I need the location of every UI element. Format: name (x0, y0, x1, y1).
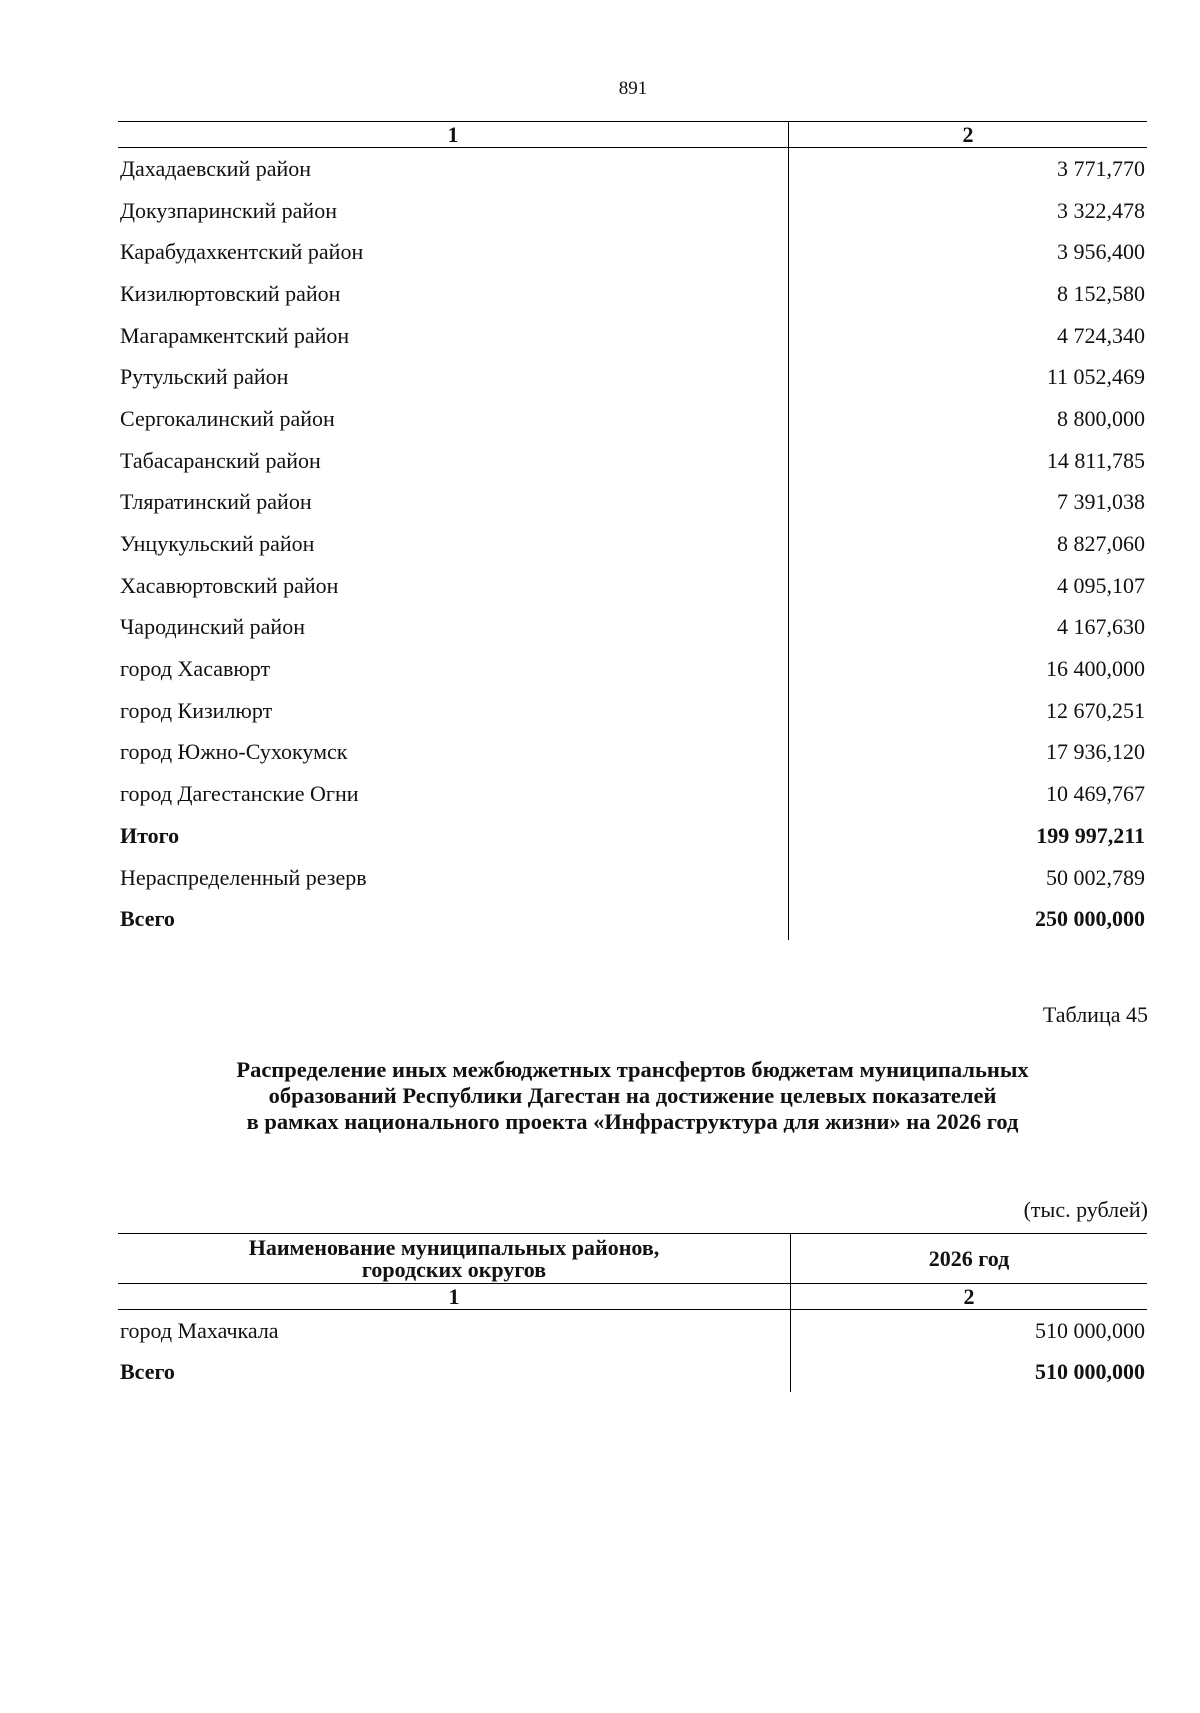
header-municipality-name (118, 1234, 791, 1284)
page-number: 891 (618, 78, 648, 99)
table-row (118, 565, 1147, 607)
amount-value: 7 391,038 (1057, 489, 1145, 515)
amount-value: 510 000,000 (1035, 1317, 1145, 1343)
municipality-name: Докузпаринский район (118, 190, 789, 232)
amount-value: 8 152,580 (1057, 280, 1145, 306)
amount-value: 4 095,107 (1057, 572, 1145, 598)
amount-value: 3 771,770 (1057, 155, 1145, 181)
municipality-name: Всего (118, 1351, 791, 1392)
municipality-name: Нераспределенный резерв (118, 857, 789, 899)
municipality-name: Всего (118, 898, 789, 940)
table-row (118, 857, 1147, 899)
municipality-name: Табасаранский район (118, 440, 789, 482)
table-row (118, 1310, 1147, 1352)
municipality-name: Чародинский район (118, 607, 789, 649)
amount-value: 50 002,789 (1046, 864, 1145, 890)
municipality-name: Кизилюртовский район (118, 273, 789, 315)
table-row (118, 607, 1147, 649)
municipality-name: Унцукульский район (118, 523, 789, 565)
table-title-line: в рамках национального проекта «Инфраструктура для жизни» на 2026 год (246, 1109, 1019, 1134)
municipality-name: Сергокалинский район (118, 398, 789, 440)
amount-value: 16 400,000 (1046, 656, 1145, 682)
municipality-name: Карабудахкентский район (118, 231, 789, 273)
amount-value: 12 670,251 (1046, 697, 1145, 723)
amount-value: 250 000,000 (1035, 906, 1145, 932)
municipality-name: город Кизилюрт (118, 690, 789, 732)
column-number-row (118, 122, 1147, 148)
municipality-name: город Хасавюрт (118, 648, 789, 690)
header-year: 2026 год (791, 1234, 1148, 1284)
table-title-line: образований Республики Дагестан на достижение целевых показателей (268, 1083, 997, 1108)
table-row (118, 148, 1147, 190)
amount-value: 8 827,060 (1057, 531, 1145, 557)
units-label: (тыс. рублей) (1023, 1197, 1148, 1222)
header-row (118, 1234, 1147, 1284)
amount-value: 14 811,785 (1046, 447, 1145, 473)
table-row (118, 356, 1147, 398)
table-caption: Таблица 45 (1042, 1002, 1148, 1027)
amount-value: 17 936,120 (1046, 739, 1145, 765)
municipality-name: город Южно-Сухокумск (118, 732, 789, 774)
amount-value: 4 724,340 (1057, 322, 1145, 348)
table-row (118, 648, 1147, 690)
table-row (118, 273, 1147, 315)
header-line: городских округов (361, 1256, 547, 1282)
column-number-row (118, 1284, 1147, 1310)
municipality-name: Хасавюртовский район (118, 565, 789, 607)
table-row (118, 523, 1147, 565)
amount-value: 8 800,000 (1057, 405, 1145, 431)
table-row (118, 315, 1147, 357)
municipality-name: Магарамкентский район (118, 315, 789, 357)
municipality-name: Дахадаевский район (118, 148, 789, 190)
column-number-1: 1 (118, 1284, 791, 1310)
distribution-table-45 (118, 1233, 1147, 1392)
table-row (118, 231, 1147, 273)
table-title-line: Распределение иных межбюджетных трансфертов бюджетам муниципальных (236, 1057, 1029, 1082)
amount-value: 510 000,000 (1035, 1358, 1145, 1384)
table-row (118, 1351, 1147, 1392)
column-number-2: 2 (791, 1284, 1148, 1310)
table-title (118, 1057, 1147, 1135)
amount-value: 11 052,469 (1046, 364, 1145, 390)
table-row (118, 815, 1147, 857)
table-row (118, 690, 1147, 732)
amount-value: 3 956,400 (1057, 239, 1145, 265)
municipality-name: Тляратинский район (118, 482, 789, 524)
header-line: Наименование муниципальных районов, (248, 1234, 660, 1260)
table-row (118, 898, 1147, 940)
table-row (118, 190, 1147, 232)
amount-value: 10 469,767 (1046, 781, 1145, 807)
municipality-name: город Дагестанские Огни (118, 773, 789, 815)
table-row (118, 440, 1147, 482)
amount-value: 4 167,630 (1057, 614, 1145, 640)
municipality-name: Рутульский район (118, 356, 789, 398)
table-row (118, 482, 1147, 524)
municipality-name: Итого (118, 815, 789, 857)
amount-value: 3 322,478 (1057, 197, 1145, 223)
column-number-1: 1 (118, 122, 789, 148)
municipality-name: город Махачкала (118, 1310, 791, 1352)
table-row (118, 732, 1147, 774)
column-number-2: 2 (789, 122, 1148, 148)
table-row (118, 398, 1147, 440)
distribution-table-continued (118, 121, 1147, 940)
amount-value: 199 997,211 (1036, 822, 1145, 848)
table-row (118, 773, 1147, 815)
